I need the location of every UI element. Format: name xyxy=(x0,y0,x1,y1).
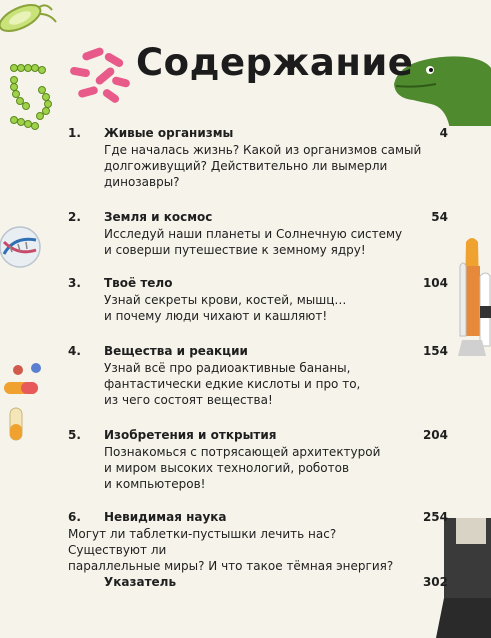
entry-heading: Невидимая наука xyxy=(104,510,227,524)
toc-entry-4 xyxy=(68,344,448,408)
entry-description xyxy=(104,142,434,190)
toc-entry-1 xyxy=(68,126,448,190)
description-line: из чего состоят вещества! xyxy=(104,393,273,407)
description-line: и почему люди чихают и кашляют! xyxy=(104,309,328,323)
entry-description xyxy=(68,526,418,574)
description-line: Исследуй наши планеты и Солнечную систему xyxy=(104,227,403,241)
entry-page: 104 xyxy=(422,276,448,290)
description-line: параллельные миры? И что такое тёмная энергия? xyxy=(68,559,394,573)
description-line: Узнай всё про радиоактивные бананы, xyxy=(104,361,351,375)
description-line: и компьютеров! xyxy=(104,477,206,491)
description-line: долгоживущий? Действительно ли вымерли xyxy=(104,159,388,173)
toc-index-entry xyxy=(68,575,448,593)
description-line: Где началась жизнь? Какой из организмов самый xyxy=(104,143,422,157)
entry-description xyxy=(104,360,434,408)
description-line: динозавры? xyxy=(104,175,180,189)
entry-description xyxy=(104,444,434,492)
description-line: фантастически едкие кислоты и про то, xyxy=(104,377,361,391)
toc-entry-3 xyxy=(68,276,448,324)
entry-heading: Твоё тело xyxy=(104,276,173,290)
description-line: Узнай секреты крови, костей, мышц… xyxy=(104,293,347,307)
entry-number: 3. xyxy=(68,276,81,290)
entry-description xyxy=(104,292,434,324)
entry-heading: Живые организмы xyxy=(104,126,234,140)
dna-sphere-icon xyxy=(0,224,46,270)
index-page: 302 xyxy=(422,575,448,589)
bacterium-icon xyxy=(0,0,60,50)
entry-number: 5. xyxy=(68,428,81,442)
pink-bacteria-icon xyxy=(64,46,134,106)
toc-entry-5 xyxy=(68,428,448,492)
entry-page: 254 xyxy=(422,510,448,524)
pills-icon xyxy=(0,362,50,452)
bead-chain-icon xyxy=(6,60,60,140)
entry-page: 154 xyxy=(422,344,448,358)
entry-page: 54 xyxy=(431,210,448,224)
entry-page: 4 xyxy=(439,126,448,140)
entry-heading: Земля и космос xyxy=(104,210,213,224)
entry-description xyxy=(104,226,434,258)
entry-page: 204 xyxy=(422,428,448,442)
index-heading: Указатель xyxy=(104,575,177,589)
description-line: Могут ли таблетки-пустышки лечить нас? Существуют ли xyxy=(68,527,337,557)
description-line: и миром высоких технологий, роботов xyxy=(104,461,350,475)
page-title: Содержание xyxy=(136,41,414,84)
toc-entry-6 xyxy=(68,510,448,573)
description-line: Познакомься с потрясающей архитектурой xyxy=(104,445,381,459)
entry-heading: Вещества и реакции xyxy=(104,344,248,358)
description-line: и соверши путешествие к земному ядру! xyxy=(104,243,366,257)
entry-number: 4. xyxy=(68,344,81,358)
entry-number: 1. xyxy=(68,126,81,140)
entry-number: 6. xyxy=(68,510,81,524)
toc-entry-2 xyxy=(68,210,448,258)
space-shuttle-icon xyxy=(452,236,491,366)
entry-number: 2. xyxy=(68,210,81,224)
entry-heading: Изобретения и открытия xyxy=(104,428,277,442)
